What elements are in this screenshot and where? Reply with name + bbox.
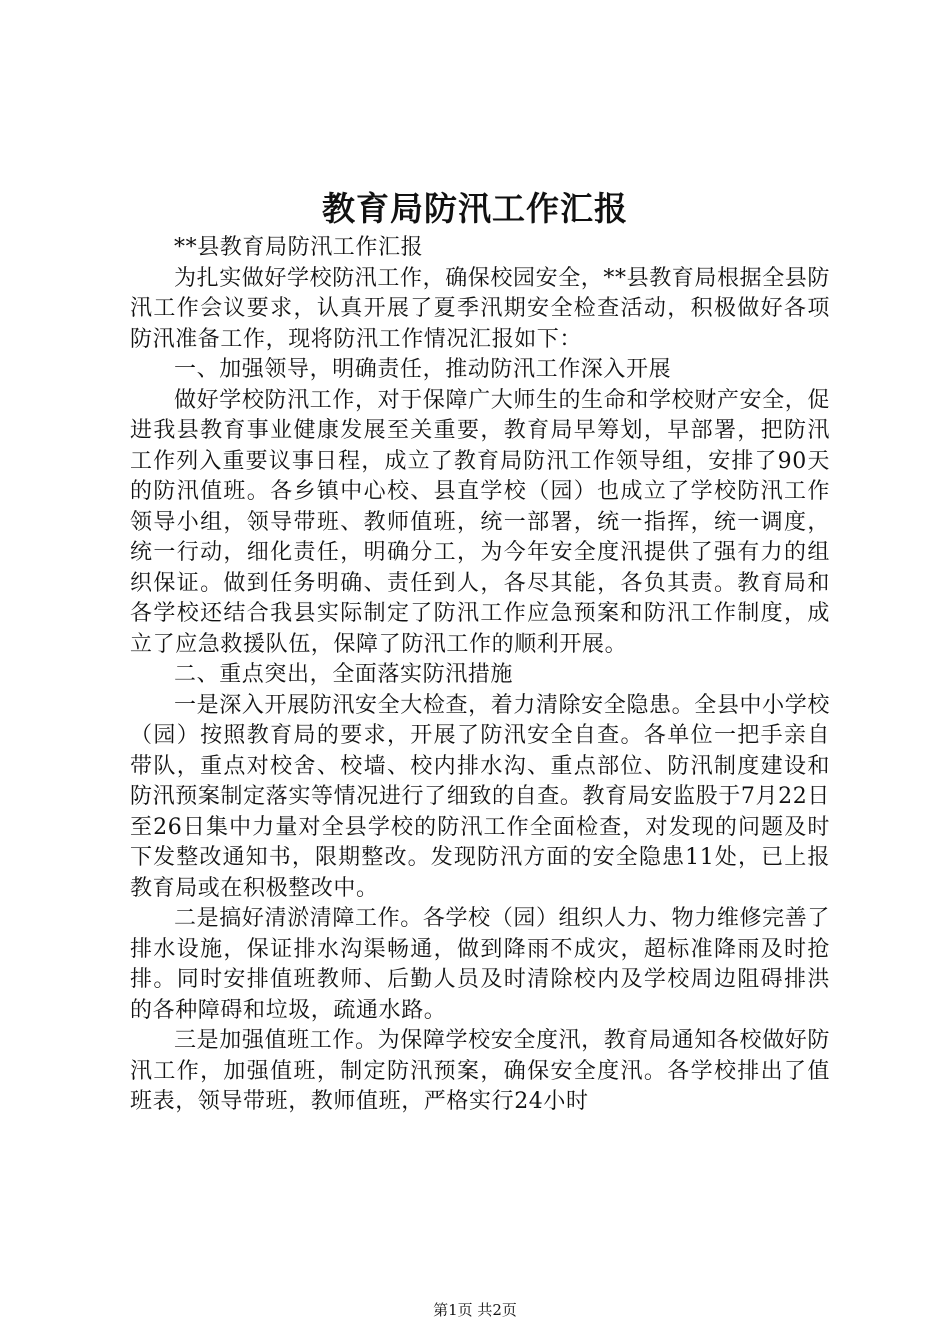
document-title: 教育局防汛工作汇报 (322, 189, 628, 228)
paragraph-section-1: 做好学校防汛工作，对于保障广大师生的生命和学校财产安全，促进我县教育事业健康发展至关重要，教育局早筹划，早部署，把防汛工作列入重要议事日程，成立了教育局防汛工作领导组，安排了90天的防汛值班。各乡镇中心校、县直学校（园）也成立了学校防汛工作领导小组，领导带班、教师值班，统一部署，统一指挥，统一调度，统一行动，细化责任，明确分工，为今年安全度汛提供了强有力的组织保证。做到任务明确、责任到人，各尽其能，各负其责。教育局和各学校还结合我县实际制定了防汛工作应急预案和防汛工作制度，成立了应急救援队伍，保障了防汛工作的顺利开展。 (130, 387, 830, 657)
section-heading-2: 二、重点突出，全面落实防汛措施 (174, 662, 514, 687)
paragraph-item-3: 三是加强值班工作。为保障学校安全度汛，教育局通知各校做好防汛工作，加强值班，制定防汛预案，确保安全度汛。各学校排出了值班表，领导带班，教师值班，严格实行24小时 (130, 1028, 830, 1114)
page-number-footer: 第1页 共2页 (433, 1301, 517, 1319)
paragraph-item-1: 一是深入开展防汛安全大检查，着力清除安全隐患。全县中小学校（园）按照教育局的要求，开展了防汛安全自查。各单位一把手亲自带队，重点对校舍、校墙、校内排水沟、重点部位、防汛制度建设和防汛预案制定落实等情况进行了细致的自查。教育局安监股于7月22日至26日集中力量对全县学校的防汛工作全面检查，对发现的问题及时下发整改通知书，限期整改。发现防汛方面的安全隐患11处，已上报教育局或在积极整改中。 (130, 692, 830, 901)
section-heading-1: 一、加强领导，明确责任，推动防汛工作深入开展 (174, 357, 672, 382)
paragraph-intro: 为扎实做好学校防汛工作，确保校园安全，**县教育局根据全县防汛工作会议要求，认真开展了夏季汛期安全检查活动，积极做好各项防汛准备工作，现将防汛工作情况汇报如下： (130, 265, 831, 352)
paragraph-heading: **县教育局防汛工作汇报 (174, 235, 424, 260)
document-body (130, 233, 830, 1118)
paragraph-item-2: 二是搞好清淤清障工作。各学校（园）组织人力、物力维修完善了排水设施，保证排水沟渠畅通，做到降雨不成灾，超标准降雨及时抢排。同时安排值班教师、后勤人员及时清除校内及学校周边阻碍排洪的各种障碍和垃圾，疏通水路。 (130, 906, 830, 1023)
